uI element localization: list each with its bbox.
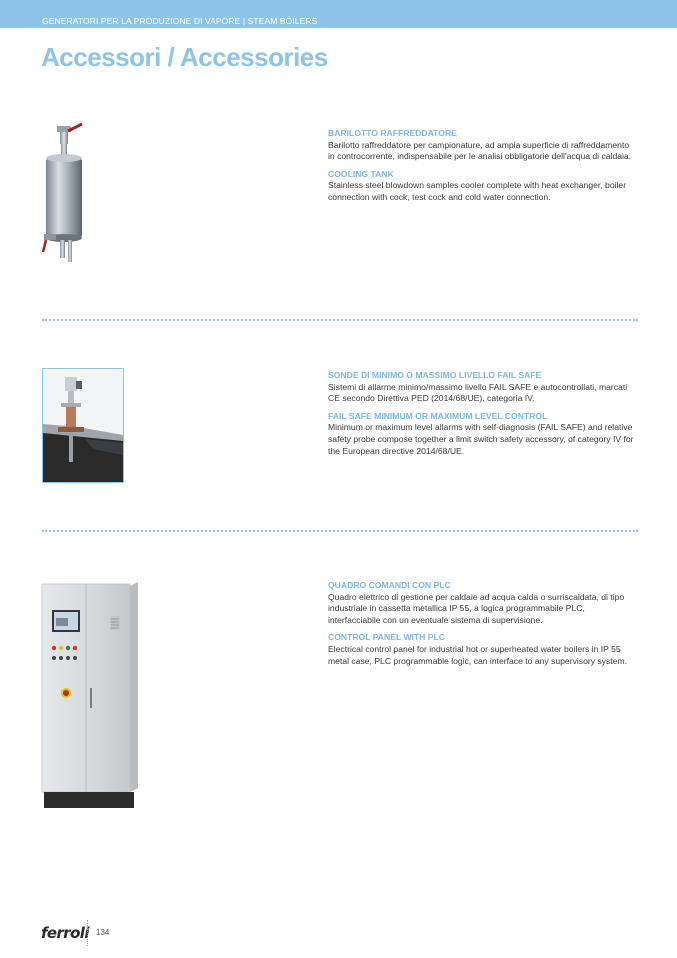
level-control-text <box>328 370 638 463</box>
page-title: Accessori / Accessories <box>41 42 328 72</box>
item-title-it: SONDE DI MINIMO O MASSIMO LIVELLO FAIL SAFE <box>328 370 542 380</box>
control-panel-text <box>328 580 638 673</box>
section-header: GENERATORI PER LA PRODUZIONE DI VAPORE | STEAM BOILERS <box>42 16 318 26</box>
item-title-en: CONTROL PANEL WITH PLC <box>328 632 445 643</box>
item-text-en: Minimum or maximum level allarms with self-diagnosis (FAIL SAFE) and relative safety probe compose together a limit switch safety accessory, of category IV for the European directive 2014/68/UE. <box>328 422 634 456</box>
item-text-it: Barilotto raffreddatore per campionature, ad ampia superficie di raffreddamento in controcorrente, indispensabile per le analisi obbligatorie dell'acqua di caldaia. <box>328 139 632 162</box>
item-text-it: Sistemi di allarme minimo/massimo livello FAIL SAFE e autocontrollati, marcati CE secondo Direttiva PED (2014/68/UE), categoria IV. <box>328 381 628 404</box>
section-divider <box>42 530 638 532</box>
footer-separator <box>87 920 88 946</box>
ferroli-logo: ferroli <box>41 924 89 942</box>
item-text-it: Quadro elettrico di gestione per caldaie ad acqua calda o surriscaldata, di tipo industriale in cassetta metallica IP 55, a logica programmabile PLC, interfacciabile con un eventuale sistema di supervisione. <box>328 591 625 625</box>
item-title-it: BARILOTTO RAFFREDDATORE <box>328 128 457 138</box>
page-number: 134 <box>96 928 110 937</box>
item-text-en: Electrical control panel for industrial hot or superheated water boilers in IP 55 metal case, PLC programmable logic, can interface to any supervisory system. <box>328 643 627 666</box>
section-divider <box>42 319 638 321</box>
cooling-tank-text <box>328 128 638 210</box>
item-title-it: QUADRO COMANDI CON PLC <box>328 580 451 590</box>
item-title-en: COOLING TANK <box>328 168 394 179</box>
item-text-en: Stainless steel blowdown samples cooler complete with heat exchanger, boiler connection with cock, test cock and cold water connection. <box>328 180 627 202</box>
item-title-en: FAIL SAFE MINIMUM OR MAXIMUM LEVEL CONTROL <box>328 410 548 421</box>
control-panel-image <box>40 578 150 818</box>
level-probe-image <box>42 368 124 483</box>
cooling-tank-image <box>38 122 90 264</box>
